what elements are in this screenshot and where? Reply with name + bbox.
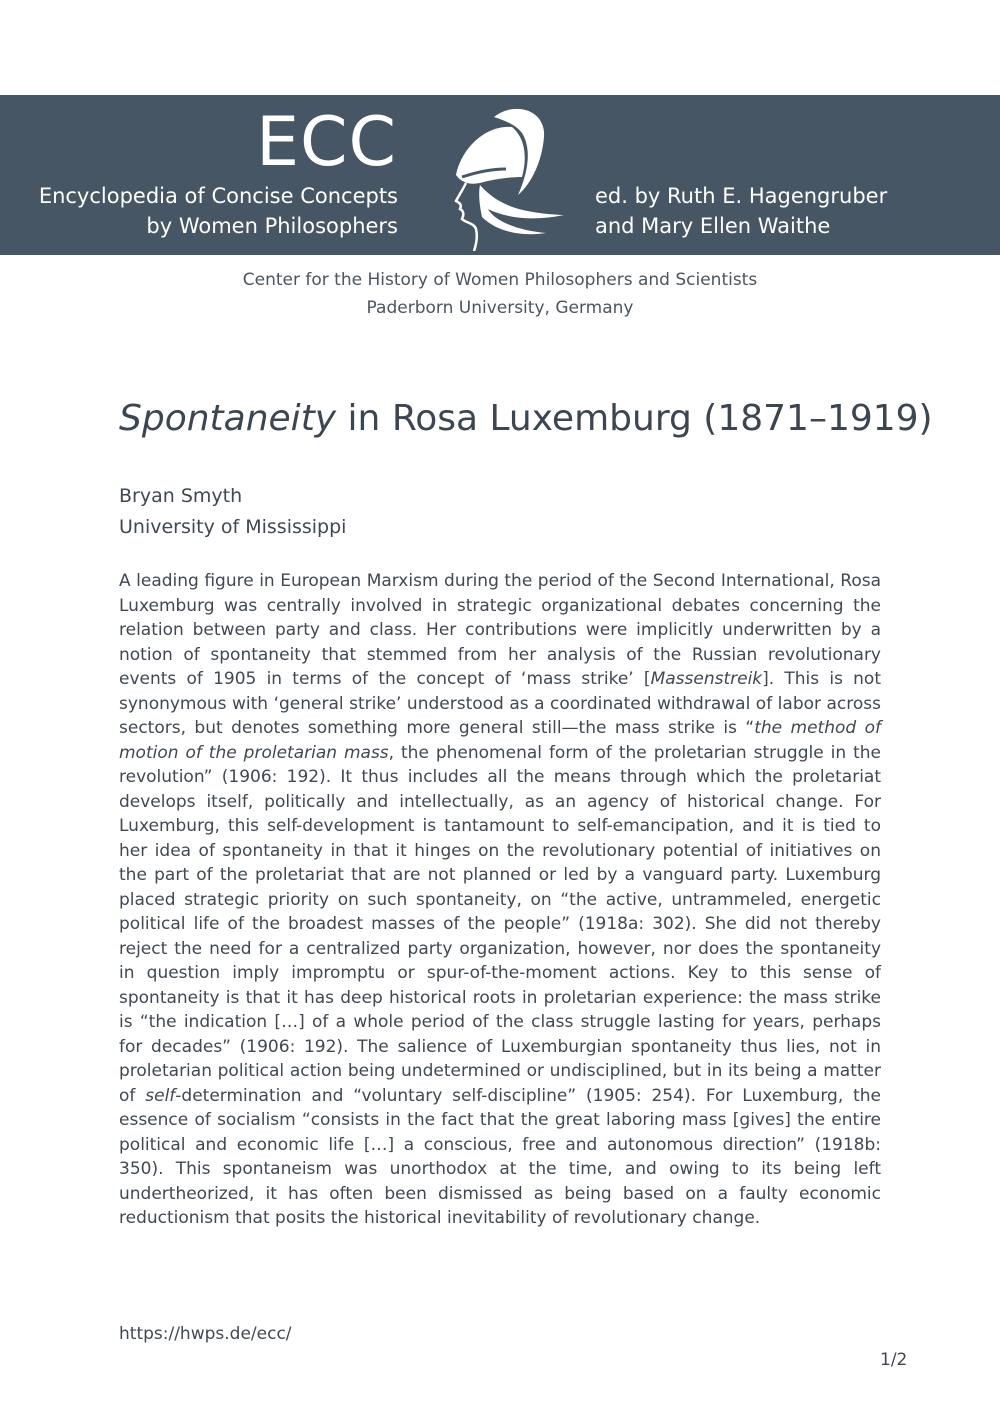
body-part-3: , the phenomenal form of the proletarian struggle in the revolution” (1906: 192). It thus includes all the means through which the proletariat develops itself, politically and intellectually, as an agency of historical change. For Luxemburg, this self-development is tantamount to self-emancipation, and it is tied to her idea of spontaneity in that it hinges on the revolutionary potential of initiatives on the part of the proletariat that are not planned or led by a vanguard party. Luxemburg placed strategic priority on such spontaneity, on “the active, untrammeled, energetic political life of the broadest masses of the people” (1918a: 302). She did not thereby reject the need for a centralized party organization, however, nor does the spontaneity in question imply impromptu or spur-of-the-moment actions. Key to this sense of spontaneity is that it has deep historical roots in proletarian experience: the mass strike is “the indication […] of a whole period of the class struggle lasting for years, perhaps for decades” (1906: 192). The salience of Luxemburgian spontaneity thus lies, not in proletarian political action being undetermined or undisciplined, but in its being a matter of	[119, 742, 881, 1106]
body-emphasis-self: self	[145, 1085, 176, 1106]
encyclopedia-subtitle	[39, 181, 398, 241]
body-part-1: A leading figure in European Marxism during the period of the Second International, Rosa Luxemburg was centrally involved in strategic organizational debates concerning the relation between party and class. Her contributions were implicitly underwritten by a notion of spontaneity that stemmed from her analysis of the Russian revolutionary events of 1905 in terms of the concept of ‘mass strike’ [	[119, 571, 881, 689]
ecc-logo-text: ECC	[256, 103, 397, 182]
article-title-italic: Spontaneity	[119, 398, 337, 439]
article-title-rest: in Rosa Luxemburg (1871–1919)	[336, 398, 933, 439]
footer-url-link[interactable]: https://hwps.de/ecc/	[119, 1324, 292, 1344]
page-number: 1/2	[880, 1350, 908, 1370]
editors	[595, 181, 887, 241]
article-title	[119, 398, 933, 439]
article-body	[119, 569, 881, 1231]
body-emphasis-massenstreik: Massenstreik	[650, 669, 763, 689]
institution-line-2: Paderborn University, Germany	[366, 298, 634, 318]
institution-line-1: Center for the History of Women Philosophers and Scientists	[242, 270, 758, 290]
body-part-4: -determination and “voluntary self-discipline” (1905: 254). For Luxemburg, the essence of socialism “consists in the fact that the great laboring mass [gives] the entire political and economic life […] a conscious, free and autonomous direction” (1918b: 350). This spontaneism was unorthodox at the time, and owing to its being left undertheorized, it has often been dismissed as being based on a faulty economic reductionism that posits the historical inevitability of revolutionary change.	[119, 1085, 881, 1228]
author-name: Bryan Smyth	[119, 485, 243, 507]
editors-line-2: and Mary Ellen Waithe	[595, 214, 831, 238]
header-banner	[0, 95, 1000, 255]
body-emphasis-method: the method of motion of the proletarian mass	[119, 718, 881, 763]
subtitle-line-2: by Women Philosophers	[146, 214, 398, 238]
subtitle-line-1: Encyclopedia of Concise Concepts	[38, 184, 398, 208]
body-part-2: ]. This is not synonymous with ‘general strike’ understood as a coordinated withdrawal of labor across sectors, but denotes something more general still—the mass strike is “	[119, 669, 881, 738]
athena-helmet-logo-icon	[436, 103, 566, 251]
editors-line-1: ed. by Ruth E. Hagengruber	[595, 184, 888, 208]
author-affiliation: University of Mississippi	[119, 516, 347, 538]
